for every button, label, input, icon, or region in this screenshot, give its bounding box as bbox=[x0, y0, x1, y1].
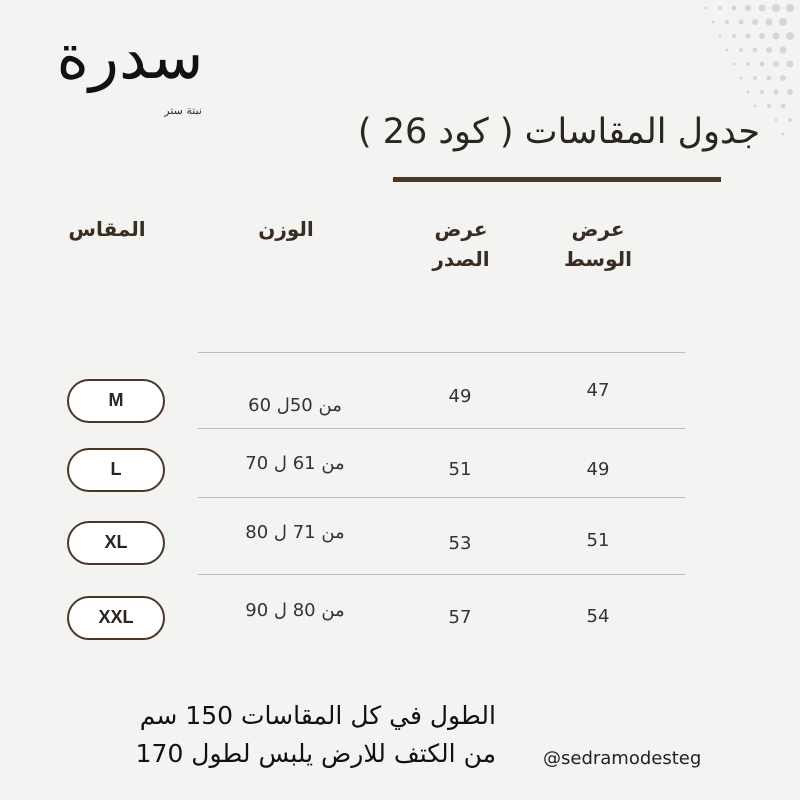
table-divider bbox=[198, 428, 685, 429]
weight-cell: من 71 ل 80 bbox=[245, 522, 345, 543]
header-waist-label-line2: الوسط bbox=[564, 247, 632, 271]
waist-cell: 49 bbox=[586, 459, 610, 480]
logo-tagline: نبتة ستر bbox=[164, 104, 202, 117]
size-badge: XL bbox=[67, 521, 165, 565]
size-badge: M bbox=[67, 379, 165, 423]
chest-cell: 53 bbox=[448, 533, 472, 554]
social-handle: @sedramodesteg bbox=[543, 748, 702, 769]
waist-cell: 54 bbox=[586, 606, 610, 627]
header-waist-label bbox=[564, 217, 632, 271]
header-chest-width bbox=[401, 214, 521, 274]
chest-cell: 57 bbox=[448, 607, 472, 628]
table-divider bbox=[198, 352, 685, 353]
header-size: المقاس bbox=[68, 217, 146, 241]
chest-cell: 51 bbox=[448, 459, 472, 480]
waist-cell: 47 bbox=[586, 380, 610, 401]
logo-wordmark: سدرة bbox=[56, 20, 204, 93]
brand-logo bbox=[50, 14, 210, 126]
header-chest-label-line1: عرض bbox=[434, 217, 488, 241]
length-note: الطول في كل المقاسات 150 سم bbox=[139, 701, 496, 730]
title-underline bbox=[393, 177, 721, 182]
header-chest-label bbox=[432, 217, 489, 271]
weight-cell: من 61 ل 70 bbox=[245, 453, 345, 474]
header-waist-label-line1: عرض bbox=[571, 217, 625, 241]
header-weight: الوزن bbox=[258, 217, 314, 241]
chest-cell: 49 bbox=[448, 386, 472, 407]
waist-cell: 51 bbox=[586, 530, 610, 551]
size-badge: XXL bbox=[67, 596, 165, 640]
weight-cell: من 50ل 60 bbox=[248, 395, 342, 416]
height-note: من الكتف للارض يلبس لطول 170 bbox=[135, 739, 496, 768]
size-badge: L bbox=[67, 448, 165, 492]
table-divider bbox=[198, 574, 685, 575]
header-chest-label-line2: الصدر bbox=[432, 247, 490, 271]
weight-cell: من 80 ل 90 bbox=[245, 600, 345, 621]
page-title: جدول المقاسات ( كود 26 ) bbox=[357, 112, 760, 152]
table-divider bbox=[198, 497, 685, 498]
header-waist-width bbox=[538, 214, 658, 274]
